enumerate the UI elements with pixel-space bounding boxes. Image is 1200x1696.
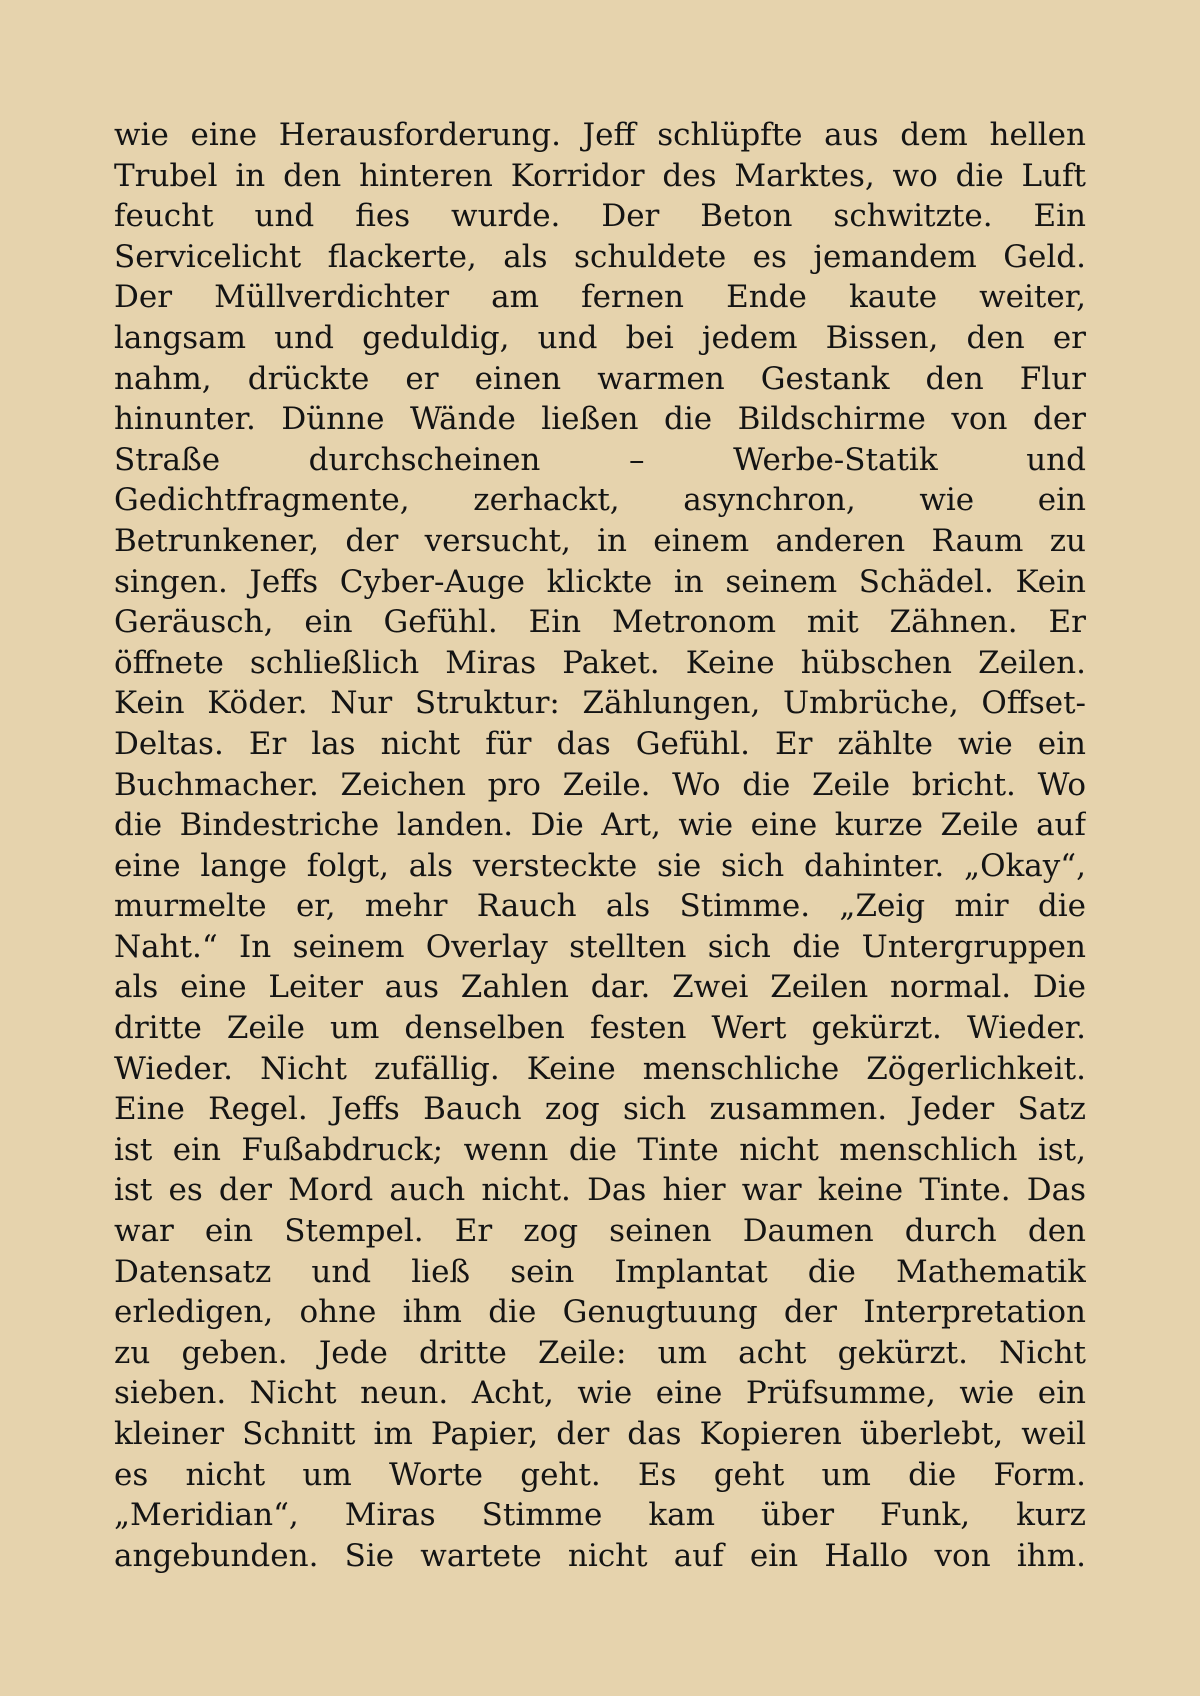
- text-line: zu geben. Jede dritte Zeile: um acht gekürzt. Nicht: [114, 1334, 1086, 1371]
- text-line: als eine Leiter aus Zahlen dar. Zwei Zeilen normal. Die: [114, 969, 1086, 1006]
- text-line: Kein Köder. Nur Struktur: Zählungen, Umbrüche, Offset-: [114, 685, 1086, 722]
- text-line: ist es der Mord auch nicht. Das hier war keine Tinte. Das: [114, 1172, 1086, 1209]
- text-line: Eine Regel. Jeffs Bauch zog sich zusammen. Jeder Satz: [114, 1091, 1086, 1128]
- text-line: feucht und fies wurde. Der Beton schwitzte. Ein: [114, 198, 1086, 235]
- text-line: angebunden. Sie wartete nicht auf ein Hallo von ihm.: [114, 1537, 1086, 1574]
- text-line: erledigen, ohne ihm die Genugtuung der Interpretation: [114, 1294, 1086, 1331]
- text-line: langsam und geduldig, und bei jedem Bissen, den er: [114, 319, 1086, 356]
- body-text: [114, 115, 1086, 1576]
- text-line: ist ein Fußabdruck; wenn die Tinte nicht menschlich ist,: [114, 1131, 1086, 1168]
- text-line: singen. Jeffs Cyber-Auge klickte in seinem Schädel. Kein: [114, 563, 1086, 600]
- text-line: Betrunkener, der versucht, in einem anderen Raum zu: [114, 522, 1086, 559]
- text-line: öffnete schließlich Miras Paket. Keine hübschen Zeilen.: [114, 644, 1086, 681]
- text-line: „Meridian“, Miras Stimme kam über Funk, kurz: [114, 1497, 1086, 1534]
- text-line: wie eine Herausforderung. Jeff schlüpfte aus dem hellen: [114, 117, 1086, 153]
- text-line: Servicelicht flackerte, als schuldete es jemandem Geld.: [114, 238, 1086, 275]
- text-line: murmelte er, mehr Rauch als Stimme. „Zeig mir die: [114, 888, 1086, 925]
- text-line: es nicht um Worte geht. Es geht um die Form.: [114, 1456, 1086, 1493]
- text-line: Der Müllverdichter am fernen Ende kaute weiter,: [114, 279, 1086, 316]
- text-line: nahm, drückte er einen warmen Gestank den Flur: [114, 360, 1086, 397]
- text-line: Naht.“ In seinem Overlay stellten sich die Untergruppen: [114, 928, 1086, 965]
- text-line: Buchmacher. Zeichen pro Zeile. Wo die Zeile bricht. Wo: [114, 766, 1086, 803]
- text-line: Datensatz und ließ sein Implantat die Mathematik: [114, 1253, 1086, 1290]
- text-line: war ein Stempel. Er zog seinen Daumen durch den: [114, 1213, 1086, 1250]
- text-line: Wieder. Nicht zufällig. Keine menschliche Zögerlichkeit.: [114, 1050, 1086, 1087]
- text-line: kleiner Schnitt im Papier, der das Kopieren überlebt, weil: [114, 1416, 1086, 1452]
- text-line: Gedichtfragmente, zerhackt, asynchron, wie ein: [114, 482, 1086, 519]
- text-line: die Bindestriche landen. Die Art, wie eine kurze Zeile auf: [114, 807, 1086, 844]
- text-line: Deltas. Er las nicht für das Gefühl. Er zählte wie ein: [114, 725, 1086, 762]
- text-line: Straße durchscheinen – Werbe-Statik und: [114, 441, 1086, 478]
- text-line: Trubel in den hinteren Korridor des Marktes, wo die Luft: [114, 157, 1086, 194]
- text-line: Geräusch, ein Gefühl. Ein Metronom mit Zähnen. Er: [114, 604, 1086, 641]
- text-line: eine lange folgt, als versteckte sie sich dahinter. „Okay“,: [114, 847, 1086, 884]
- text-line: hinunter. Dünne Wände ließen die Bildschirme von der: [114, 401, 1086, 438]
- text-line: dritte Zeile um denselben festen Wert gekürzt. Wieder.: [114, 1010, 1086, 1047]
- text-line: sieben. Nicht neun. Acht, wie eine Prüfsumme, wie ein: [114, 1375, 1086, 1412]
